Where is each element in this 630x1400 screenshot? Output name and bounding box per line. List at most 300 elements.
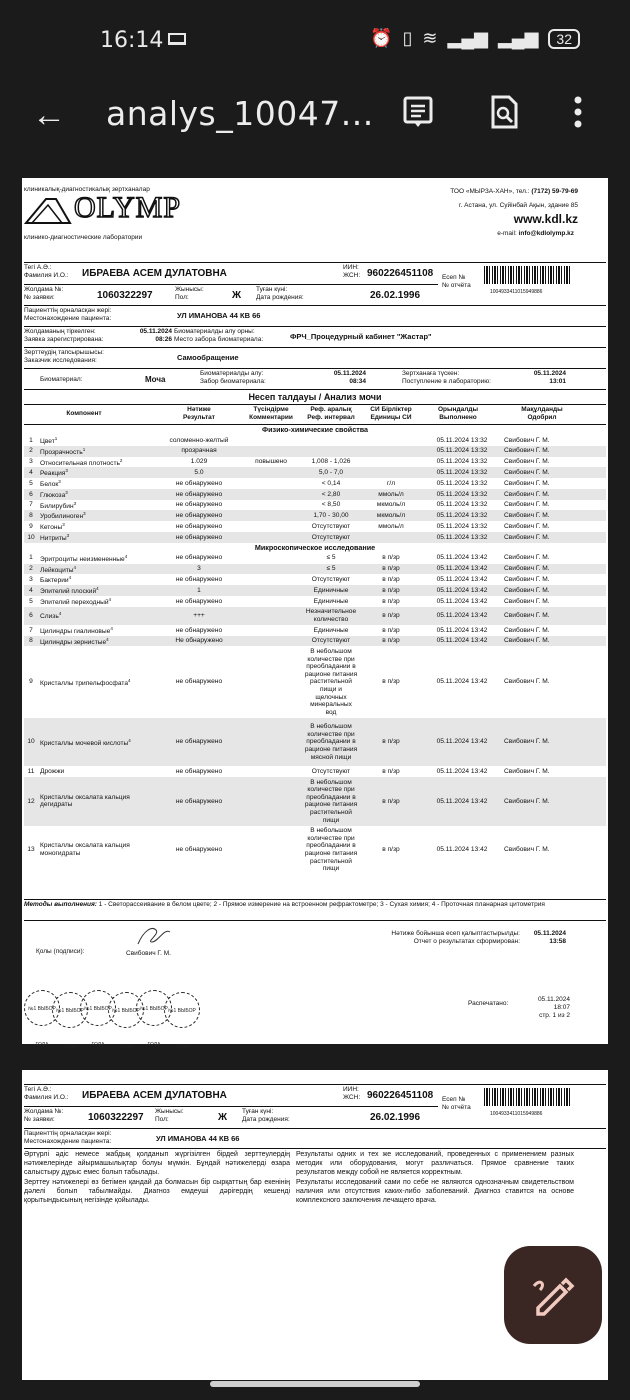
table-row — [24, 826, 606, 875]
p2-report-label: Есеп № № отчёта — [442, 1096, 471, 1111]
performed-datetime: 05.11.2024 13:32 — [436, 458, 488, 466]
approved-by: Свибович Г. М. — [502, 718, 606, 767]
component-name: Эпителий плоский$^4$ — [38, 585, 158, 596]
disclaimer-kz-2: Зерттеу нәтижелері өз бетімен қандай да болмасын бір сырқаттың бар екенінің дәлелі болып табылмайды. Диагноз емдеуші дәрігердің кешенді қорытындысының негізінде қойылады. — [24, 1179, 290, 1204]
col-approved: Мақұлданды Одобрил — [521, 406, 563, 421]
p2-name-label: Тегі А.Ә.: Фамилия И.О.: — [24, 1086, 69, 1101]
units-value: в п/зр — [382, 767, 400, 775]
printed-label: Распечатано: — [468, 1000, 509, 1007]
approved-by: Свибович Г. М. — [504, 597, 550, 605]
table-row — [24, 574, 606, 585]
signer-name: Свибович Г. М. — [126, 950, 171, 957]
award-stamp: №1 ВЫБОР ГОДА — [80, 990, 116, 1026]
p2-location-label: Пациенттің орналасқан жері: Местонахождение пациента: — [24, 1130, 112, 1145]
units-value: мкмоль/л — [376, 501, 406, 509]
table-row — [24, 636, 606, 647]
units-value: в п/зр — [360, 585, 422, 596]
p2-report-barcode — [484, 1088, 570, 1106]
performed-datetime: 05.11.2024 13:42 — [422, 718, 502, 767]
comment-value — [240, 766, 302, 777]
file-title: analys_10047... — [106, 94, 374, 133]
location-label: Пациенттің орналасқан жері: Местонахождение пациента: — [24, 307, 112, 322]
sex-label: Жынысы: Пол: — [175, 286, 204, 301]
table-row — [24, 718, 606, 767]
result-value: не обнаружено — [158, 532, 240, 543]
performed-datetime: 05.11.2024 13:42 — [436, 554, 488, 562]
ref-interval: Единичные — [302, 585, 360, 596]
p2-barcode-number: 1004933411015949886 — [490, 1111, 543, 1117]
performed-datetime: 05.11.2024 13:32 — [436, 479, 488, 487]
collect-place-label: Биоматериалды алу орны: Место забора биоматериала: — [174, 328, 264, 343]
section-title: Микроскопическое исследование — [254, 543, 376, 553]
lab-company: ТОО «МЫРЗА-ХАН», тел.: (7172) 59-79-69 — [450, 188, 578, 195]
result-value: не обнаружено — [175, 522, 223, 530]
ref-interval: В небольшом количестве при преобладании в рационе питания растительной пищи и щелочных минеральных вод — [304, 647, 358, 716]
performed-datetime: 05.11.2024 13:32 — [436, 501, 488, 509]
p2-order-number: 1060322297 — [88, 1112, 144, 1123]
row-number: 13 — [27, 846, 35, 854]
component-name: Кристаллы трипельфосфата$^4$ — [40, 677, 131, 687]
p2-patient-dob: 26.02.1996 — [370, 1112, 421, 1123]
ref-interval: Отсутствуют — [311, 575, 351, 583]
lab-address: г. Астана, ул. Суйінбай Ақын, здание 85 — [458, 202, 578, 209]
ref-interval: Отсутствуют — [311, 522, 351, 530]
row-number: 7 — [29, 626, 33, 634]
component-name: Глюкоза$^3$ — [38, 489, 158, 500]
collect-date-label: Биоматериалды алу: Забор биоматериала: — [200, 370, 266, 385]
p2-patient-iin: 960226451108 — [367, 1090, 434, 1101]
units-value — [360, 457, 422, 468]
table-row — [24, 585, 606, 596]
p2-patient-name: ИБРАЕВА АСЕМ ДУЛАТОВНА — [82, 1090, 227, 1101]
performed-datetime: 05.11.2024 13:42 — [436, 597, 488, 605]
biomaterial: Моча — [145, 375, 166, 384]
performed-datetime: 05.11.2024 13:42 — [422, 777, 502, 826]
status-bar — [0, 0, 630, 80]
performed-datetime: 05.11.2024 13:32 — [422, 532, 502, 543]
result-value: не обнаружено — [175, 501, 223, 509]
component-name: Цилиндры гиалиновые$^4$ — [40, 625, 113, 636]
row-number: 3 — [29, 575, 33, 583]
units-value: в п/зр — [360, 777, 422, 826]
units-value: в п/зр — [382, 597, 400, 605]
award-stamp: №1 ВЫБОР ГОДА — [136, 990, 172, 1026]
component-name: Кетоны$^3$ — [40, 522, 65, 532]
report-barcode — [484, 266, 570, 284]
approved-by: Свибович Г. М. — [502, 510, 606, 521]
table-row — [24, 510, 606, 521]
ref-interval: 1,008 - 1,026 — [311, 458, 351, 466]
approved-by: Свибович Г. М. — [502, 446, 606, 457]
result-value: 5.0 — [158, 467, 240, 478]
row-number: 4 — [24, 467, 38, 478]
comment-value — [240, 564, 302, 575]
units-value: г/л — [386, 479, 396, 487]
order-number: 1060322297 — [97, 290, 153, 301]
comment-value — [240, 446, 302, 457]
performed-datetime: 05.11.2024 13:32 — [422, 510, 502, 521]
table-row — [24, 478, 606, 489]
row-number: 10 — [24, 718, 38, 767]
table-row — [24, 646, 606, 717]
customer: Самообращение — [177, 353, 239, 362]
comment-value — [240, 636, 302, 647]
component-name: Билирубин$^3$ — [40, 500, 77, 510]
table-row — [24, 766, 606, 777]
approved-by: Свибович Г. М. — [502, 532, 606, 543]
p2-iin-label: ИИН: ЖСН: — [343, 1086, 361, 1101]
table-row — [24, 564, 606, 575]
collect-datetime: 05.11.2024 08:34 — [333, 370, 366, 385]
row-number: 8 — [24, 510, 38, 521]
notes-icon[interactable] — [402, 94, 434, 130]
patient-location: УЛ ИМАНОВА 44 КВ 66 — [177, 311, 261, 320]
row-number: 9 — [29, 678, 33, 686]
patient-name: ИБРАЕВА АСЕМ ДУЛАТОВНА — [82, 268, 227, 279]
result-value: прозрачная — [158, 446, 240, 457]
lab-email[interactable]: e-mail: info@kdlolymp.kz — [497, 230, 574, 237]
performed-datetime: 05.11.2024 13:32 — [422, 446, 502, 457]
component-name: Кристаллы оксалата кальция дегидраты — [38, 777, 158, 826]
performed-datetime: 05.11.2024 13:32 — [422, 467, 502, 478]
ref-interval: Незначительное количество — [302, 607, 360, 625]
table-row — [24, 521, 606, 532]
result-value: не обнаружено — [175, 767, 223, 775]
result-value: не обнаружено — [158, 489, 240, 500]
lab-logo-text: OLYMP — [74, 191, 182, 224]
result-value: 1 — [158, 585, 240, 596]
component-name: Слизь$^4$ — [38, 607, 158, 625]
disclaimer-ru-2: Результаты исследований сами по себе не являются однозначным свидетельством наличия или отсутствия каких-либо заболеваний. Диагноз ставится на основе комплексного заключения лечащего врача. — [296, 1179, 574, 1204]
component-name: Эритроциты неизмененные$^4$ — [40, 553, 128, 563]
units-value: в п/зр — [382, 846, 400, 854]
component-name: Кристаллы оксалата кальция моногидраты — [40, 842, 130, 857]
approved-by: Свибович Г. М. — [502, 607, 606, 625]
row-number: 3 — [29, 458, 33, 466]
component-name: Реакция$^3$ — [38, 467, 158, 478]
name-label: Тегі А.Ә.: Фамилия И.О.: — [24, 264, 69, 279]
result-value: не обнаружено — [158, 777, 240, 826]
comment-value — [240, 777, 302, 826]
component-name: Кристаллы мочевой кислоты$^4$ — [38, 718, 158, 767]
ref-interval: ≤ 5 — [326, 554, 336, 562]
p2-order-label: Жолдама №: № заявки: — [24, 1108, 64, 1123]
alarm-icon: ⏰ — [370, 28, 393, 48]
results-table — [24, 425, 606, 874]
row-number: 11 — [27, 767, 35, 775]
performed-datetime: 05.11.2024 13:42 — [436, 846, 488, 854]
result-value: не обнаружено — [175, 597, 223, 605]
performed-datetime: 05.11.2024 13:42 — [436, 767, 488, 775]
row-number: 12 — [24, 777, 38, 826]
iin-label: ИИН: ЖСН: — [343, 264, 361, 279]
comment-value — [240, 625, 302, 636]
laptop-icon — [168, 33, 186, 45]
p2-sex-label: Жынысы: Пол: — [155, 1108, 184, 1123]
patient-dob: 26.02.1996 — [370, 290, 421, 301]
table-row — [24, 467, 606, 478]
result-value: Не обнаружено — [158, 636, 240, 647]
approved-by: Свибович Г. М. — [504, 436, 550, 444]
result-value: не обнаружено — [175, 678, 223, 686]
comment-value — [240, 596, 302, 607]
comment-value — [240, 532, 302, 543]
units-value — [360, 446, 422, 457]
performed-datetime: 05.11.2024 13:42 — [436, 678, 488, 686]
ref-interval: < 8,50 — [321, 501, 341, 509]
comment-value — [240, 574, 302, 585]
col-performed: Орындалды Выполнено — [437, 406, 479, 421]
ref-interval: < 0,14 — [321, 479, 341, 487]
ref-interval: Единичные — [313, 597, 349, 605]
order-label: Жолдама №: № заявки: — [24, 286, 64, 301]
col-component: Компонент — [66, 410, 102, 417]
p2-patient-location: УЛ ИМАНОВА 44 КВ 66 — [156, 1134, 240, 1143]
edit-button[interactable] — [504, 1246, 602, 1344]
approved-by: Свибович Г. М. — [504, 678, 550, 686]
registered-label: Жолдаманың тіркелген: Заявка зарегистрирована: — [24, 328, 104, 343]
result-value: не обнаружено — [175, 846, 223, 854]
performed-datetime: 05.11.2024 13:42 — [436, 626, 488, 634]
biomaterial-label: Биоматериал: — [40, 376, 83, 383]
comment-value — [240, 718, 302, 767]
row-number: 2 — [24, 564, 38, 575]
result-value: не обнаружено — [175, 575, 223, 583]
olymp-logo-icon — [24, 195, 72, 225]
back-arrow-icon[interactable]: ← — [32, 96, 66, 134]
performed-datetime: 05.11.2024 13:32 — [436, 436, 488, 444]
row-number: 7 — [29, 501, 33, 509]
report-label: Есеп № № отчёта — [442, 274, 471, 289]
component-name: Лейкоциты$^4$ — [38, 564, 158, 575]
approved-by: Свибович Г. М. — [504, 554, 550, 562]
app-bar — [0, 80, 630, 162]
dob-label: Туған күні: Дата рождения: — [256, 286, 304, 301]
col-units: СИ Бірліктер Единицы СИ — [370, 406, 412, 421]
lab-website[interactable]: www.kdl.kz — [513, 212, 578, 226]
component-name: Нитриты$^3$ — [38, 532, 158, 543]
approved-by: Свибович Г. М. — [504, 575, 550, 583]
units-value — [360, 467, 422, 478]
component-name: Относительная плотность$^2$ — [40, 457, 123, 467]
units-value: в п/зр — [360, 636, 422, 647]
row-number: 2 — [24, 446, 38, 457]
patient-iin: 960226451108 — [367, 268, 434, 279]
result-value: 1.029 — [190, 458, 208, 466]
performed-datetime: 05.11.2024 13:42 — [422, 607, 502, 625]
units-value: в п/зр — [382, 626, 400, 634]
award-stamp: №1 ВЫБОР ГОДА — [108, 992, 144, 1028]
comment-value — [240, 585, 302, 596]
performed-datetime: 05.11.2024 13:42 — [436, 575, 488, 583]
approved-by: Свибович Г. М. — [504, 846, 550, 854]
table-row — [24, 625, 606, 636]
formed-label: Нәтиже бойынша есеп қалыптастырылды: Отчет о результатах сформирован: — [391, 930, 520, 945]
comment-value — [240, 553, 302, 564]
status-time: 16:14 — [100, 28, 164, 53]
row-number: 5 — [29, 479, 33, 487]
result-value: +++ — [158, 607, 240, 625]
comment-value — [240, 646, 302, 717]
approved-by: Свибович Г. М. — [502, 467, 606, 478]
result-value: не обнаружено — [158, 510, 240, 521]
p2-dob-label: Туған күні: Дата рождения: — [242, 1108, 290, 1123]
methods: Методы выполнения: 1 - Светорассеивание в белом цвете; 2 - Прямое измерение на встроенном рефрактометре; 3 - Сухая химия; 4 - Проточная планарная цитометрия — [24, 901, 545, 908]
award-stamp: №1 ВЫБОР ГОДА — [24, 990, 60, 1026]
comment-value — [240, 826, 302, 875]
search-document-icon[interactable] — [488, 94, 520, 130]
approved-by: Свибович Г. М. — [504, 767, 550, 775]
component-name: Дрожжи — [40, 767, 65, 775]
units-value: в п/зр — [360, 607, 422, 625]
ref-interval: В небольшом количестве при преобладании в рационе питания мясной пищи — [302, 718, 360, 767]
table-row — [24, 596, 606, 607]
approved-by: Свибович Г. М. — [502, 777, 606, 826]
comment-value — [240, 500, 302, 511]
component-name: Прозрачность$^1$ — [38, 446, 158, 457]
col-result: Нәтиже Результат — [183, 406, 215, 421]
row-number: 6 — [24, 489, 38, 500]
comment-value — [240, 510, 302, 521]
units-value: ммоль/л — [360, 489, 422, 500]
received-label: Зертханаға түскен: Поступление в лабораторию: — [402, 370, 491, 385]
row-number: 4 — [24, 585, 38, 596]
section-title: Физико-химические свойства — [262, 425, 369, 435]
table-row — [24, 435, 606, 446]
edit-pen-icon — [504, 1246, 602, 1344]
row-number: 5 — [29, 597, 33, 605]
row-number: 1 — [29, 554, 33, 562]
units-value: в п/зр — [382, 678, 400, 686]
p2-patient-sex: Ж — [218, 1112, 228, 1123]
disclaimer-kz-1: Әртүрлі әдіс немесе жабдық қолданып жүргізілген бірдей зерттеулердің нәтижелерінде айырмашылықтар болуы мүмкін. Бұндай нәтижелерді өзара салыстыру дұрыс емес болып табылады. — [24, 1151, 290, 1176]
award-stamps — [24, 990, 196, 1050]
award-stamp: №1 ВЫБОР ГОДА — [52, 992, 88, 1028]
units-value: в п/зр — [360, 564, 422, 575]
units-value: в п/зр — [382, 575, 400, 583]
signature-label: Қолы (подписи): — [36, 948, 85, 955]
ref-interval: Отсутствуют — [311, 767, 351, 775]
units-value: в п/зр — [382, 554, 400, 562]
row-number: 9 — [29, 522, 33, 530]
approved-by: Свибович Г. М. — [502, 564, 606, 575]
component-name: Белок$^3$ — [40, 479, 61, 489]
signature-icon — [134, 922, 174, 950]
document-page-1 — [22, 178, 608, 1050]
approved-by: Свибович Г. М. — [502, 585, 606, 596]
ref-interval: 1,70 - 30,00 — [302, 510, 360, 521]
row-number: 10 — [24, 532, 38, 543]
ref-interval: Отсутствуют — [302, 636, 360, 647]
component-name: Цвет$^1$ — [40, 436, 58, 446]
component-name: Эпителий переходный$^4$ — [40, 596, 112, 607]
registered-datetime: 05.11.2024 08:26 — [139, 328, 172, 343]
status-icons — [370, 28, 580, 49]
approved-by: Свибович Г. М. — [504, 479, 550, 487]
result-value: 3 — [158, 564, 240, 575]
row-number: 6 — [24, 607, 38, 625]
result-value: не обнаружено — [175, 479, 223, 487]
home-indicator[interactable] — [210, 1381, 420, 1387]
comment-value — [240, 435, 302, 446]
component-name: Бактерии$^4$ — [40, 575, 72, 585]
result-value: не обнаружено — [175, 626, 223, 634]
units-value: в п/зр — [360, 718, 422, 767]
award-stamp: №1 ВЫБОР ГОДА — [164, 992, 200, 1028]
comment-value — [240, 478, 302, 489]
table-row — [24, 446, 606, 457]
comment-value — [240, 489, 302, 500]
performed-datetime: 05.11.2024 13:42 — [422, 636, 502, 647]
units-value — [360, 532, 422, 543]
ref-interval: В небольшом количестве при преобладании в рационе питания растительной пищи — [304, 827, 358, 873]
units-value: ммоль/л — [378, 522, 404, 530]
lab-ru-name: клинико-диагностические лаборатории — [24, 234, 143, 241]
result-value: соломенно-желтый — [169, 436, 229, 444]
analysis-title: Несеп талдауы / Анализ мочи — [248, 392, 382, 402]
collect-place: ФРЧ_Процедурный кабинет "Жастар" — [290, 332, 432, 341]
approved-by: Свибович Г. М. — [504, 501, 550, 509]
result-value: не обнаружено — [158, 718, 240, 767]
patient-sex: Ж — [232, 290, 242, 301]
more-vert-icon[interactable] — [572, 94, 584, 130]
col-comment: Түсіндірме Комментарии — [249, 406, 293, 421]
component-name: Цилиндры зернистые$^4$ — [38, 636, 158, 647]
row-number: 1 — [29, 436, 33, 444]
barcode-number: 1004933411015949886 — [490, 289, 543, 295]
units-value: мкмоль/л — [360, 510, 422, 521]
ref-interval — [302, 435, 360, 446]
customer-label: Зерттеудің тапсырышысы: Заказчик исследования: — [24, 349, 104, 364]
table-row — [24, 500, 606, 511]
table-row — [24, 489, 606, 500]
table-row — [24, 607, 606, 625]
approved-by: Свибович Г. М. — [504, 522, 550, 530]
performed-datetime: 05.11.2024 13:42 — [422, 585, 502, 596]
wifi-icon: ≋ — [422, 28, 438, 48]
ref-interval: < 2,80 — [302, 489, 360, 500]
ref-interval: 5,0 - 7,0 — [302, 467, 360, 478]
ref-interval: Единичные — [313, 626, 349, 634]
col-ref: Реф. аралық Реф. интервал — [307, 406, 355, 421]
ref-interval — [302, 446, 360, 457]
approved-by: Свибович Г. М. — [502, 636, 606, 647]
comment-value — [240, 521, 302, 532]
table-row — [24, 532, 606, 543]
approved-by: Свибович Г. М. — [504, 626, 550, 634]
ref-interval: В небольшом количестве при преобладании в рационе питания растительной пищи — [302, 777, 360, 826]
component-name: Уробилиноген$^3$ — [38, 510, 158, 521]
formed-datetime: 05.11.2024 13:58 — [533, 930, 566, 945]
ref-interval: ≤ 5 — [302, 564, 360, 575]
comment-value — [240, 607, 302, 625]
vibrate-icon: ▯ — [402, 28, 413, 48]
received-datetime: 05.11.2024 13:01 — [533, 370, 566, 385]
ref-interval: Отсутствуют — [302, 532, 360, 543]
approved-by: Свибович Г. М. — [504, 458, 550, 466]
disclaimer-ru-1: Результаты одних и тех же исследований, проведенных с применением разных методик или оборудования, могут различаться. Прямое сравнение таких результатов между собой не является корректным. — [296, 1151, 574, 1176]
table-row — [24, 457, 606, 468]
approved-by: Свибович Г. М. — [502, 489, 606, 500]
comment-value: повышено — [255, 458, 287, 466]
performed-datetime: 05.11.2024 13:32 — [422, 489, 502, 500]
row-number: 8 — [24, 636, 38, 647]
battery-icon: 32 — [548, 29, 580, 49]
performed-datetime: 05.11.2024 13:32 — [436, 522, 488, 530]
signal-2-icon: ▂▄▆ — [497, 28, 539, 48]
table-row — [24, 553, 606, 564]
performed-datetime: 05.11.2024 13:42 — [422, 564, 502, 575]
